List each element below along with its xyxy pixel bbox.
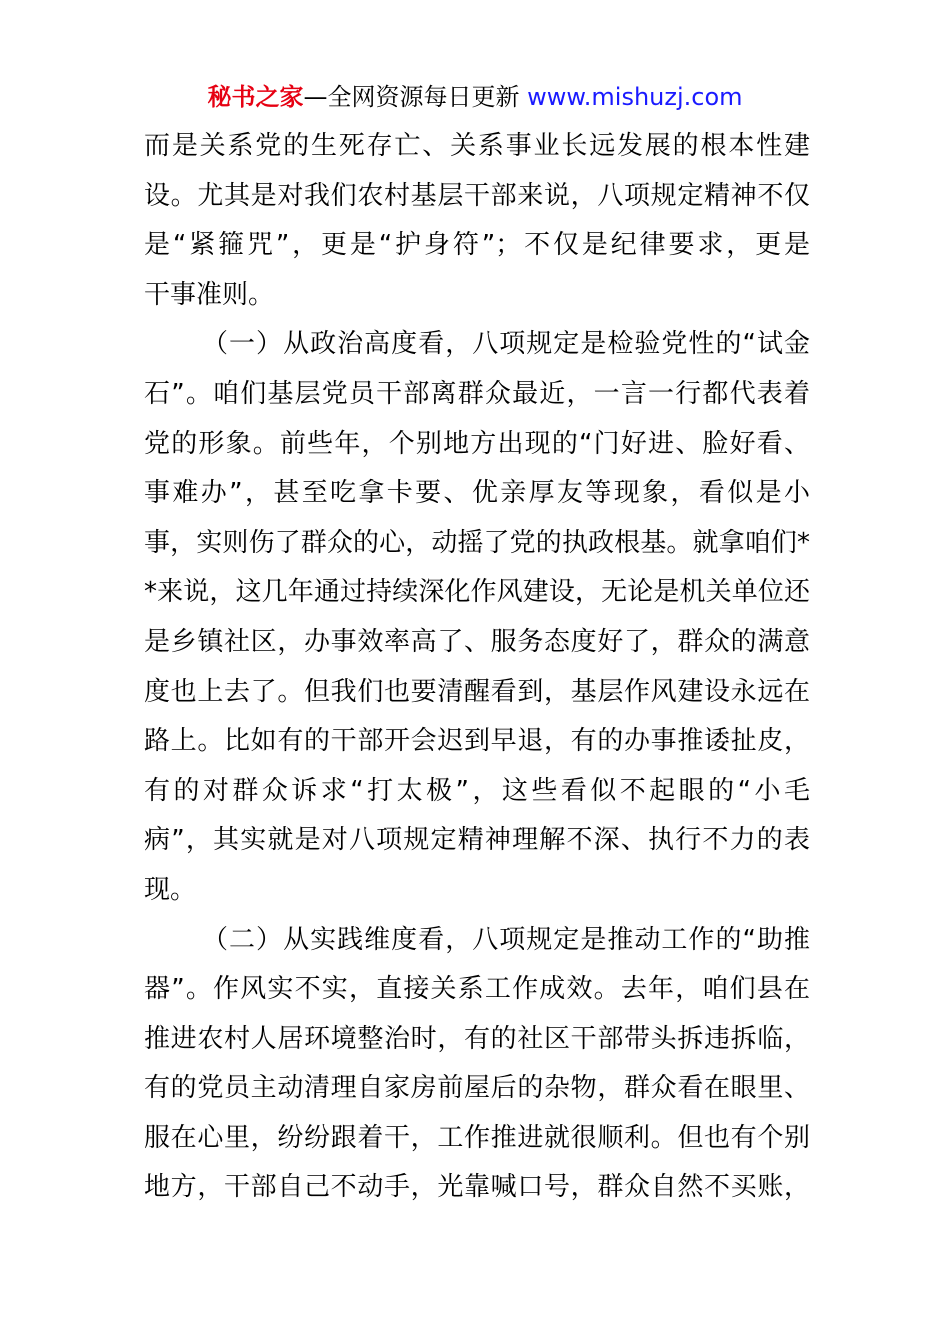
text-line: 干事准则。 <box>144 279 275 310</box>
text-line: 是“紧箍咒”，更是“护身符”；不仅是纪律要求，更是 <box>144 230 810 261</box>
text-line: 推进农村人居环境整治时，有的社区干部带头拆违拆临， <box>144 1023 810 1054</box>
website-link[interactable]: www.mishuzj.com <box>519 83 743 111</box>
text-line: *来说，这几年通过持续深化作风建设，无论是机关单位还 <box>144 577 810 608</box>
brand-name: 秘书之家 <box>207 83 304 111</box>
section-heading-line: （二）从实践维度看，八项规定是推动工作的“助推 <box>202 924 810 955</box>
text-line: 事，实则伤了群众的心，动摇了党的执政根基。就拿咱们* <box>144 527 810 558</box>
page-header <box>0 80 950 114</box>
document-body <box>144 122 810 1213</box>
text-line: 服在心里，纷纷跟着干，工作推进就很顺利。但也有个别 <box>144 1122 810 1153</box>
text-line: 有的党员主动清理自家房前屋后的杂物，群众看在眼里、 <box>144 1073 810 1104</box>
section-heading-line: （一）从政治高度看，八项规定是检验党性的“试金 <box>202 329 810 360</box>
text-line: 路上。比如有的干部开会迟到早退，有的办事推诿扯皮， <box>144 726 810 757</box>
text-line: 党的形象。前些年，个别地方出现的“门好进、脸好看、 <box>144 428 810 459</box>
text-line: 现。 <box>144 874 197 905</box>
text-line: 器”。作风实不实，直接关系工作成效。去年，咱们县在 <box>144 974 810 1005</box>
header-slogan: —全网资源每日更新 <box>303 83 520 111</box>
text-line: 事难办”，甚至吃拿卡要、优亲厚友等现象，看似是小 <box>144 478 810 509</box>
text-line: 病”，其实就是对八项规定精神理解不深、执行不力的表 <box>144 825 810 856</box>
text-line: 度也上去了。但我们也要清醒看到，基层作风建设永远在 <box>144 676 810 707</box>
text-line: 石”。咱们基层党员干部离群众最近，一言一行都代表着 <box>144 378 810 409</box>
text-line: 设。尤其是对我们农村基层干部来说，八项规定精神不仅 <box>144 180 810 211</box>
text-line: 而是关系党的生死存亡、关系事业长远发展的根本性建 <box>144 131 810 161</box>
text-line: 地方，干部自己不动手，光靠喊口号，群众自然不买账， <box>144 1172 810 1203</box>
text-line: 是乡镇社区，办事效率高了、服务态度好了，群众的满意 <box>144 626 810 657</box>
text-line: 有的对群众诉求“打太极”，这些看似不起眼的“小毛 <box>144 775 810 806</box>
